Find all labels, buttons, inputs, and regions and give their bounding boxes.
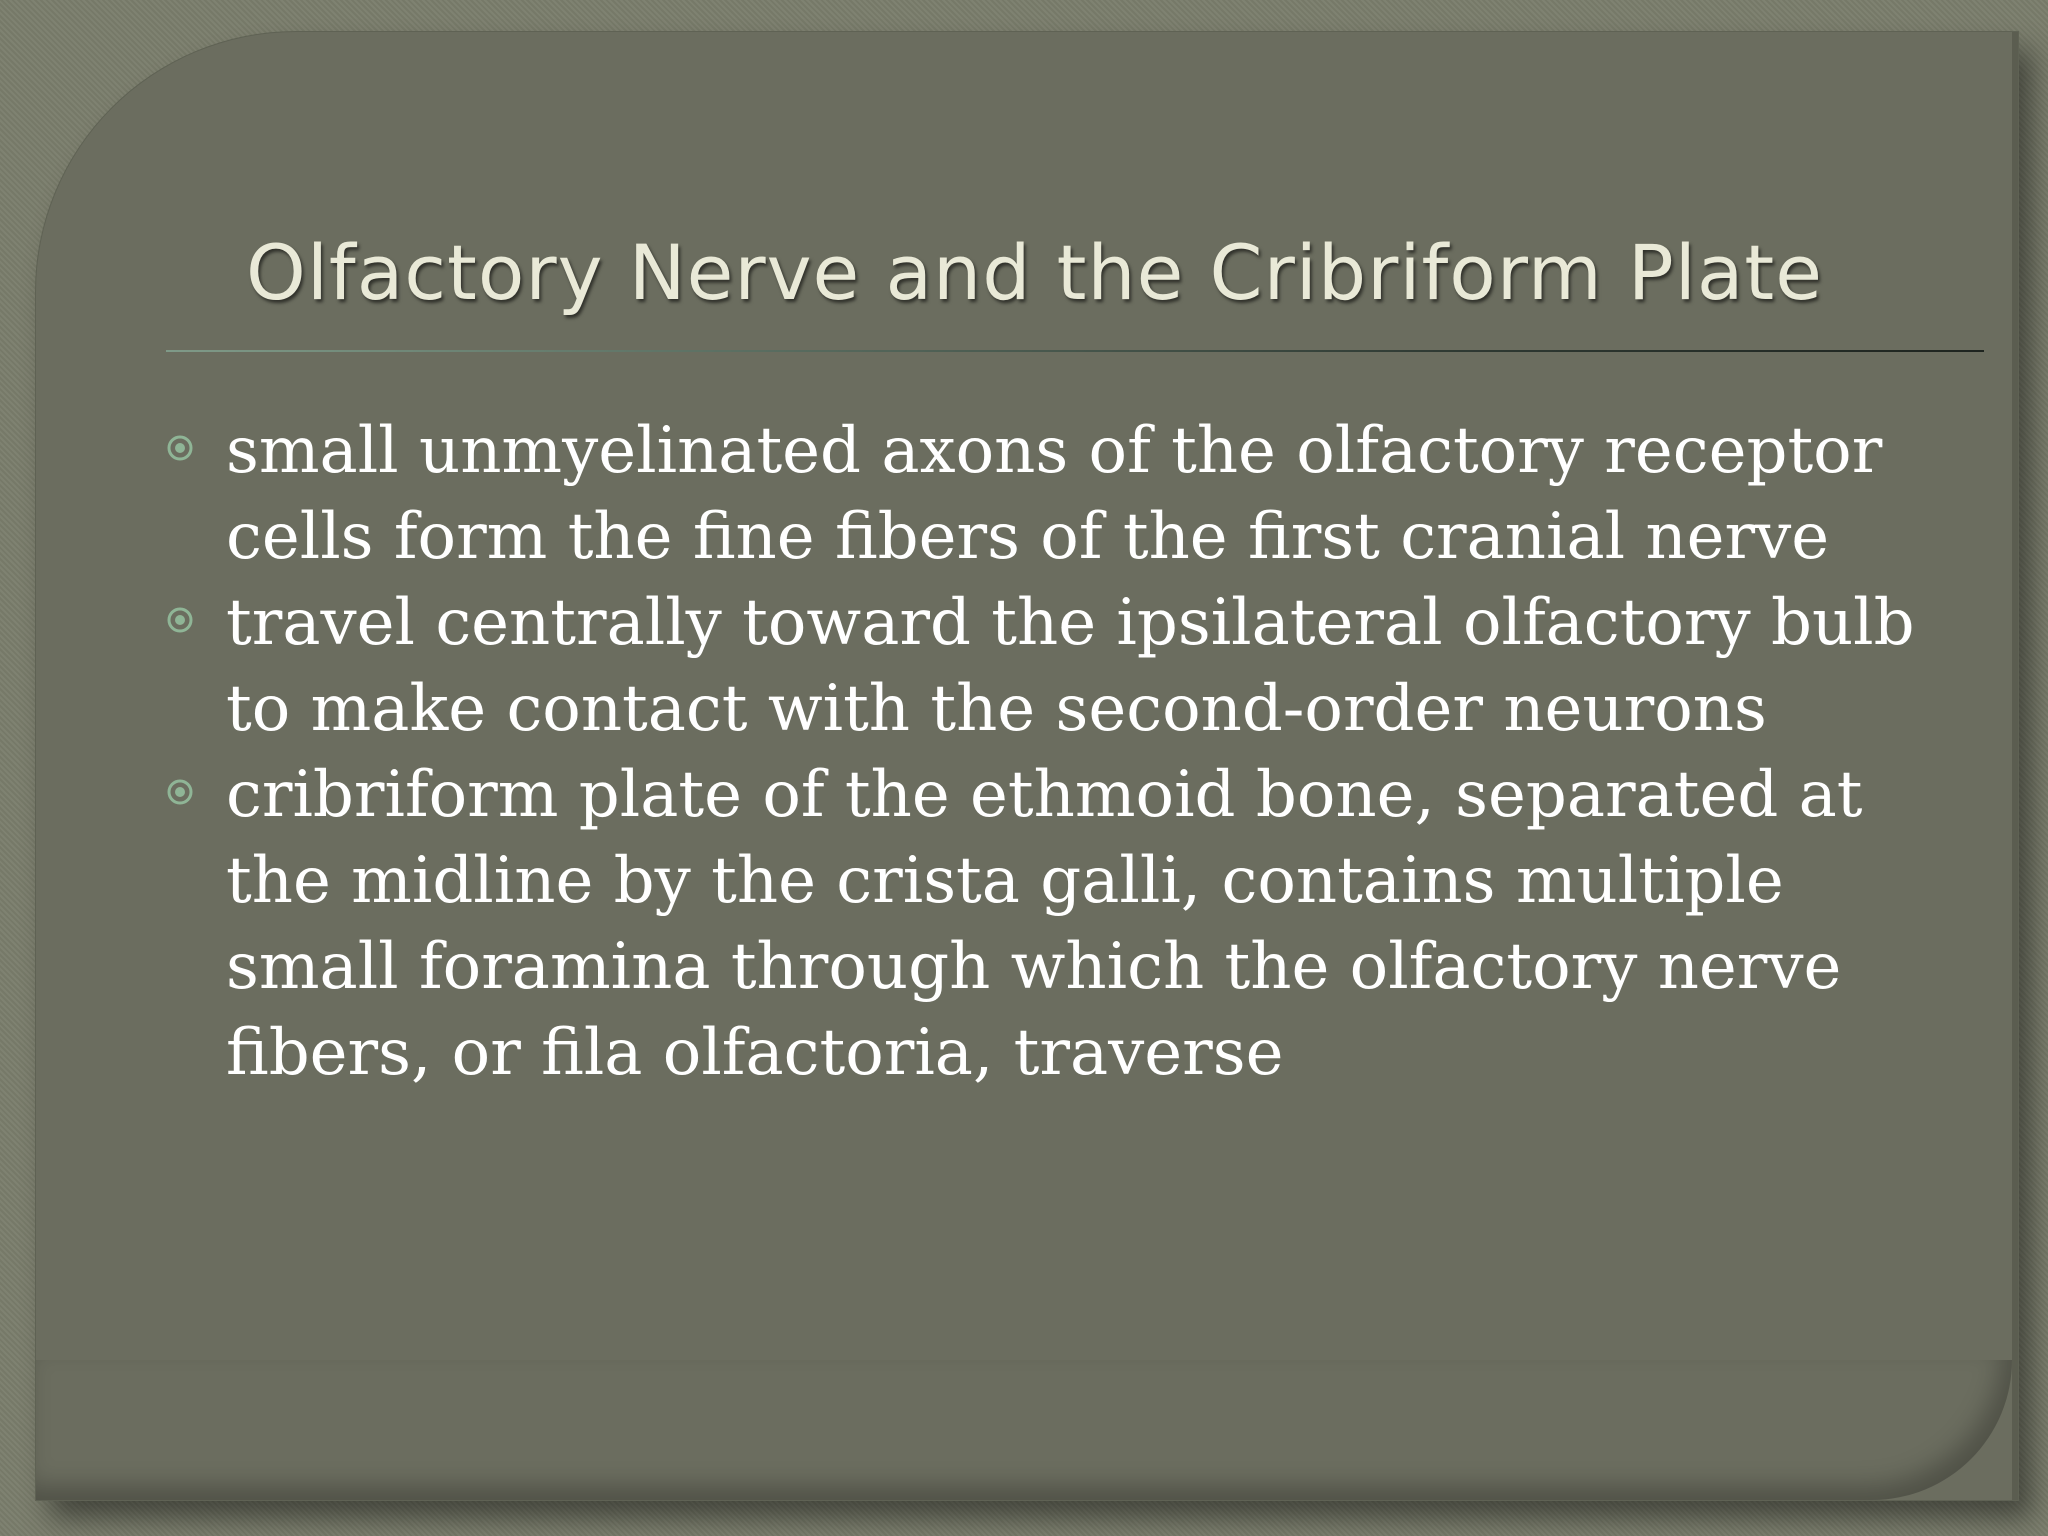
circle-dot-icon (166, 606, 194, 634)
bullet-item (166, 580, 1976, 752)
circle-dot-icon (166, 434, 194, 462)
bullet-item (166, 752, 1976, 1096)
bullet-text: small unmyelinated axons of the olfactory receptor cells form the fine fibers of the first cranial nerve (226, 414, 1883, 574)
circle-dot-icon (166, 778, 194, 806)
bullet-text: cribriform plate of the ethmoid bone, separated at the midline by the crista galli, contains multiple small foramina through which the olfactory nerve fibers, or fila olfactoria, traverse (226, 758, 1863, 1090)
bullet-item (166, 408, 1976, 580)
slide-title: Olfactory Nerve and the Cribriform Plate (246, 228, 1823, 317)
slide-panel (36, 32, 2018, 1500)
bullet-text: travel centrally toward the ipsilateral olfactory bulb to make contact with the second-order neurons (226, 586, 1915, 746)
title-underline (166, 350, 1984, 352)
bullet-list (166, 408, 1976, 1096)
